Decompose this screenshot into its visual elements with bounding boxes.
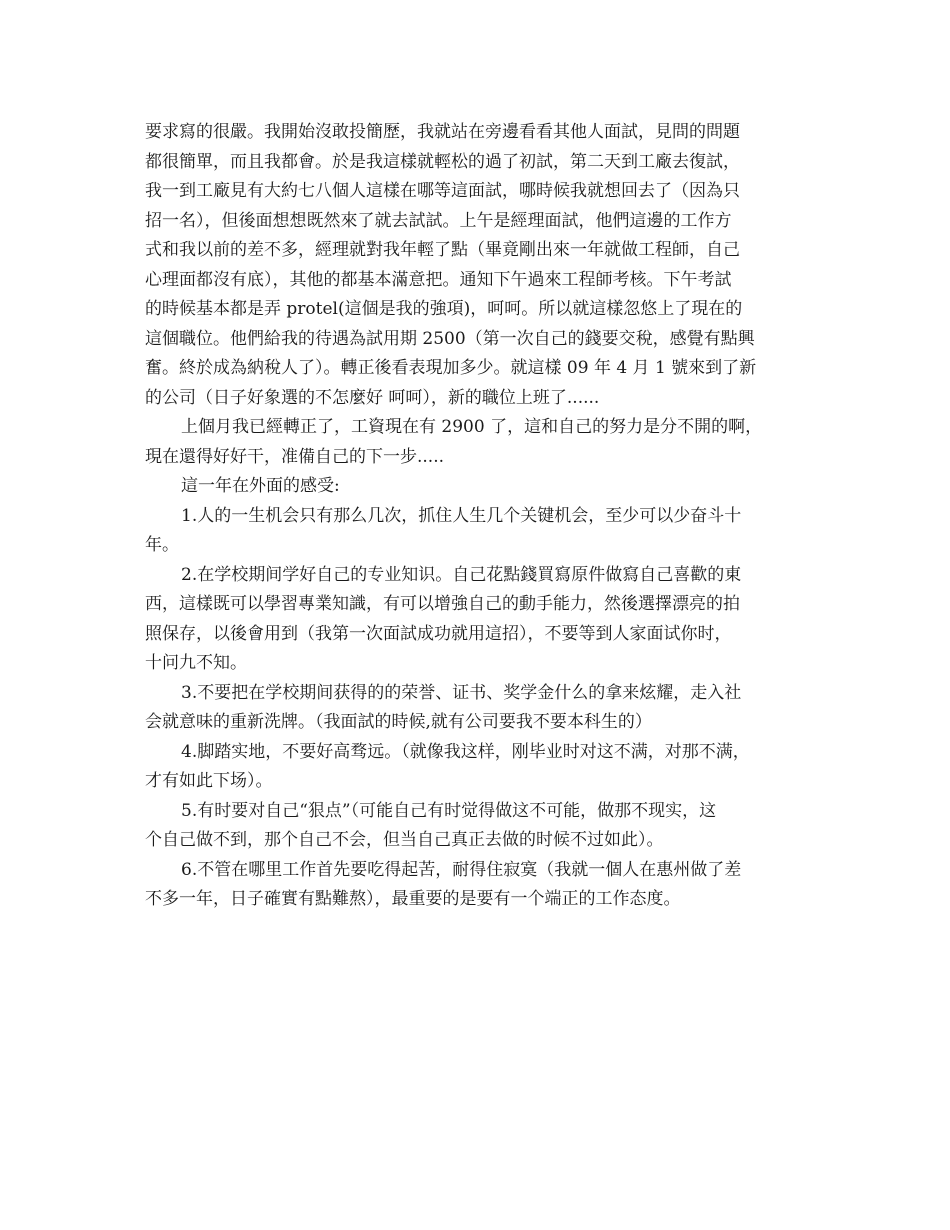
document-body bbox=[145, 118, 805, 915]
text-line: 的時候基本都是弄 protel(這個是我的強項)，呵呵。所以就這樣忽悠上了現在的 bbox=[145, 299, 743, 319]
text-line: 式和我以前的差不多，經理就對我年輕了點（畢竟剛出來一年就做工程師，自己 bbox=[145, 240, 740, 260]
list-item-2: 2.在学校期间学好自己的专业知识。自己花點錢買寫原件做寫自己喜歡的東 bbox=[181, 564, 742, 585]
text-line: 要求寫的很嚴。我開始沒敢投簡歷，我就站在旁邊看看其他人面試，見問的問題 bbox=[145, 122, 740, 142]
text-line: 西，這樣既可以學習專業知識，有可以增強自己的動手能力，然後選擇漂亮的拍 bbox=[145, 594, 740, 614]
text-line: 都很簡單，而且我都會。於是我這樣就輕松的過了初試，第二天到工廠去復試， bbox=[145, 151, 740, 172]
text-line: 我一到工廠見有大約七八個人這樣在哪等這面試，哪時候我就想回去了（因為只 bbox=[145, 181, 740, 201]
text-line: 這個職位。他們給我的待遇為試用期 2500（第一次自己的錢要交稅，感覺有點興 bbox=[145, 328, 755, 349]
text-line: 現在還得好好干，准備自己的下一步..... bbox=[145, 446, 445, 467]
text-line: 会就意味的重新洗牌。（我面試的時候,就有公司要我不要本科生的） bbox=[145, 712, 652, 732]
list-item-3: 3.不要把在学校期间获得的的荣誉、证书、奖学金什么的拿来炫耀，走入社 bbox=[181, 682, 742, 703]
list-item-6: 6.不管在哪里工作首先要吃得起苦，耐得住寂寞（我就一個人在惠州做了差 bbox=[181, 859, 742, 880]
text-line: 心理面都沒有底），其他的都基本滿意把。通知下午過來工程師考核。下午考試 bbox=[145, 269, 732, 290]
text-line: 照保存，以後會用到（我第一次面試成功就用這招），不要等到人家面试你时， bbox=[145, 623, 732, 644]
text-line: 的公司（日子好象選的不怎麼好 呵呵），新的職位上班了...... bbox=[145, 387, 600, 408]
list-item-1: 1.人的一生机会只有那么几次，抓住人生几个关键机会，至少可以少奋斗十 bbox=[181, 505, 742, 526]
text-line: 招一名），但後面想想既然來了就去試試。上午是經理面試，他們這邊的工作方 bbox=[145, 210, 732, 231]
text-line: 年。 bbox=[145, 535, 179, 555]
text-line: 不多一年，日子確實有點難熬），最重要的是要有一个端正的工作态度。 bbox=[145, 889, 681, 909]
text-line: 十问九不知。 bbox=[145, 653, 247, 673]
list-item-4: 4.脚踏实地，不要好高骛远。（就像我这样，刚毕业时对这不满，对那不满， bbox=[181, 741, 750, 762]
text-line: 才有如此下场）。 bbox=[145, 771, 273, 791]
list-item-5: 5.有时要对自己“狠点”（可能自己有时觉得做这不可能，做那不现实，这 bbox=[181, 800, 717, 821]
paragraph-first-line: 上個月我已經轉正了，工資現在有 2900 了，這和自己的努力是分不開的啊， bbox=[181, 417, 763, 437]
text-line: 奮。終於成為納稅人了）。轉正後看表現加多少。就這樣 09 年 4 月 1 號來到了新 bbox=[145, 358, 757, 378]
text-line: 个自己做不到，那个自己不会，但当自己真正去做的时候不过如此）。 bbox=[145, 830, 664, 850]
section-heading: 這一年在外面的感受: bbox=[181, 476, 340, 496]
